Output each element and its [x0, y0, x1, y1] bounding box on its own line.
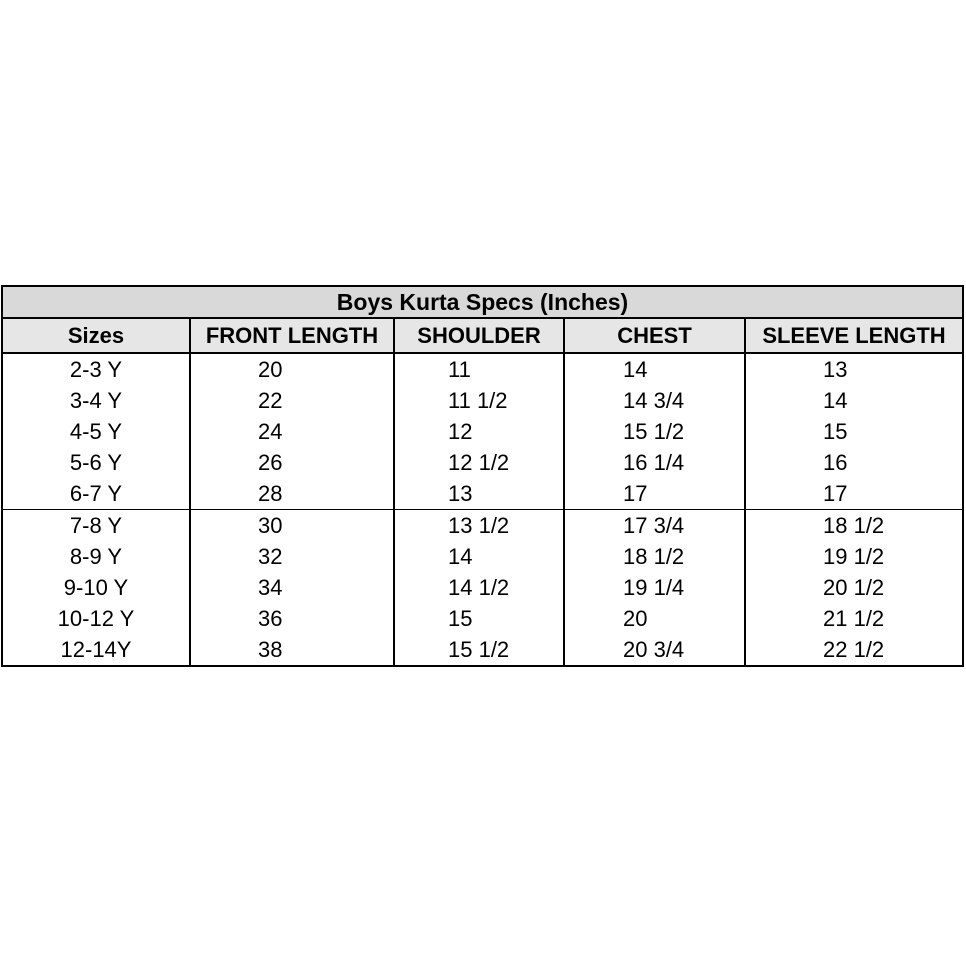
table-row — [3, 603, 962, 634]
cell-shoulder: 15 — [394, 603, 564, 634]
cell-sleeve-length: 17 — [745, 478, 962, 510]
specs-grid — [3, 319, 962, 665]
cell-size: 9-10 Y — [63, 575, 129, 600]
cell-front-length: 28 — [190, 478, 394, 510]
cell-front-length: 26 — [190, 447, 394, 478]
cell-chest: 19 1/4 — [564, 572, 745, 603]
cell-front-length: 30 — [190, 510, 394, 542]
cell-front-length: 34 — [190, 572, 394, 603]
header-shoulder: SHOULDER — [394, 319, 564, 353]
header-chest: CHEST — [564, 319, 745, 353]
cell-shoulder: 11 1/2 — [394, 385, 564, 416]
table-row — [3, 385, 962, 416]
header-front-length: FRONT LENGTH — [190, 319, 394, 353]
header-sizes: Sizes — [3, 319, 190, 353]
header-row — [3, 319, 962, 353]
cell-size: 5-6 Y — [69, 450, 123, 475]
cell-size: 10-12 Y — [57, 606, 135, 631]
cell-chest: 16 1/4 — [564, 447, 745, 478]
cell-sleeve-length: 16 — [745, 447, 962, 478]
cell-sleeve-length: 13 — [745, 353, 962, 385]
cell-size: 4-5 Y — [69, 419, 123, 444]
cell-sleeve-length: 15 — [745, 416, 962, 447]
cell-shoulder: 13 — [394, 478, 564, 510]
cell-size: 12-14Y — [60, 637, 132, 662]
cell-chest: 17 3/4 — [564, 510, 745, 542]
cell-shoulder: 12 1/2 — [394, 447, 564, 478]
cell-sleeve-length: 20 1/2 — [745, 572, 962, 603]
table-row — [3, 541, 962, 572]
table-row — [3, 416, 962, 447]
cell-chest: 20 3/4 — [564, 634, 745, 665]
cell-chest: 17 — [564, 478, 745, 510]
cell-size: 2-3 Y — [69, 357, 123, 382]
cell-sleeve-length: 21 1/2 — [745, 603, 962, 634]
cell-front-length: 36 — [190, 603, 394, 634]
cell-shoulder: 13 1/2 — [394, 510, 564, 542]
header-sleeve-length: SLEEVE LENGTH — [745, 319, 962, 353]
cell-front-length: 38 — [190, 634, 394, 665]
cell-sleeve-length: 19 1/2 — [745, 541, 962, 572]
cell-shoulder: 14 — [394, 541, 564, 572]
cell-chest: 15 1/2 — [564, 416, 745, 447]
table-title: Boys Kurta Specs (Inches) — [3, 287, 962, 319]
cell-chest: 14 — [564, 353, 745, 385]
cell-chest: 18 1/2 — [564, 541, 745, 572]
cell-chest: 20 — [564, 603, 745, 634]
cell-front-length: 20 — [190, 353, 394, 385]
cell-chest: 14 3/4 — [564, 385, 745, 416]
table-row — [3, 447, 962, 478]
cell-shoulder: 14 1/2 — [394, 572, 564, 603]
cell-shoulder: 11 — [394, 353, 564, 385]
table-row — [3, 572, 962, 603]
table-row — [3, 634, 962, 665]
cell-sleeve-length: 22 1/2 — [745, 634, 962, 665]
cell-size: 7-8 Y — [69, 513, 123, 538]
cell-sleeve-length: 18 1/2 — [745, 510, 962, 542]
table-row — [3, 510, 962, 542]
cell-shoulder: 12 — [394, 416, 564, 447]
cell-size: 3-4 Y — [69, 388, 123, 413]
table-row — [3, 478, 962, 510]
table-row — [3, 353, 962, 385]
size-chart-table — [1, 285, 964, 667]
cell-shoulder: 15 1/2 — [394, 634, 564, 665]
cell-front-length: 22 — [190, 385, 394, 416]
cell-sleeve-length: 14 — [745, 385, 962, 416]
cell-size: 6-7 Y — [3, 478, 190, 510]
cell-front-length: 24 — [190, 416, 394, 447]
cell-front-length: 32 — [190, 541, 394, 572]
cell-size: 8-9 Y — [69, 544, 123, 569]
